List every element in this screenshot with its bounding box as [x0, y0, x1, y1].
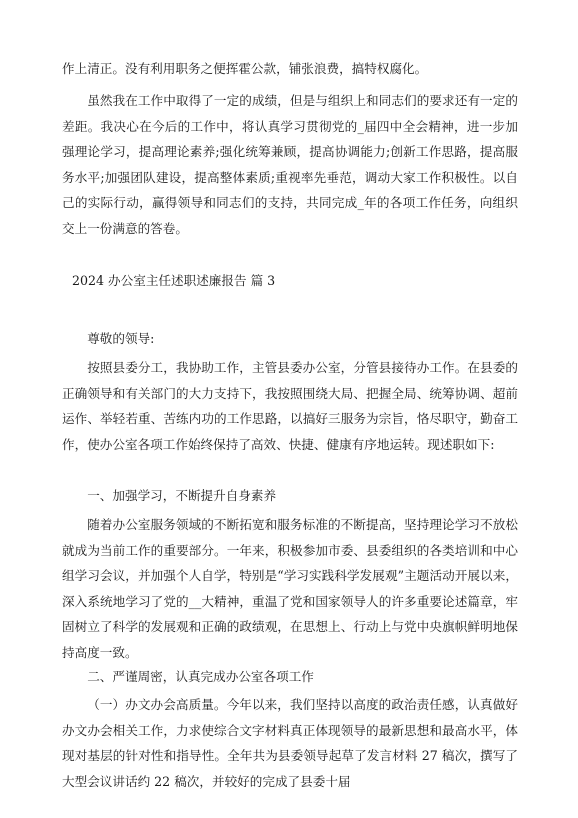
section-1-body: 随着办公室服务领域的不断拓宽和服务标准的不断提高，坚持理论学习不放松就成为当前工作的重要部分。一年来，积极参加市委、县委组织的各类培训和中心组学习会议，并加强个人自学，特别是“学习实践科学发展观”主题活动开展以来，深入系统地学习了党的__大精神，重温了党和国家领导人的许多重要论述篇章，牢固树立了科学的发展观和正确的政绩观，在思想上、行动上与党中央旗帜鲜明地保持高度一致。	[62, 517, 518, 660]
gap-paragraph: 虽然我在工作中取得了一定的成绩，但是与组织上和同志们的要求还有一定的差距。我决心在今后的工作中，将认真学习贯彻党的_届四中全会精神，进一步加强理论学习，提高理论素养;强化统筹兼顾，提高协调能力;创新工作思路，提高服务水平;加强团队建设，提高整体素质;重视率先垂范，调动大家工作积极性。以自己的实际行动，赢得领导和同志们的支持，共同完成_年的各项工作任务，向组织交上一份满意的答卷。	[62, 93, 518, 236]
section-1-heading: 一、加强学习，不断提升自身素养	[87, 488, 277, 503]
salutation: 尊敬的领导:	[87, 331, 155, 346]
continued-paragraph: 作上清正。没有利用职务之便挥霍公款，铺张浪费，搞特权腐化。	[62, 61, 428, 76]
section-2-heading: 二、严谨周密，认真完成办公室各项工作	[87, 669, 314, 684]
section-2-body: （一）办文办会高质量。今年以来，我们坚持以高度的政治责任感，认真做好办文办会相关工作，力求使综合文字材料真正体现领导的最新思想和最高水平，体现对基层的针对性和指导性。全年共为县委领导起草了发言材料 27 稿次，撰写了大型会议讲话约 22 稿次，并较好的完成了县委十届	[62, 697, 518, 789]
report-title: 2024 办公室主任述职述廉报告 篇 3	[72, 273, 276, 288]
intro-paragraph: 按照县委分工，我协助工作，主管县委办公室，分管县接待办工作。在县委的正确领导和有关部门的大力支持下，我按照围绕大局、把握全局、统筹协调、超前运作、举轻若重、苦练内功的工作思路，以搞好三服务为宗旨，恪尽职守，勤奋工作，使办公室各项工作始终保持了高效、快捷、健康有序地运转。现述职如下:	[62, 360, 518, 452]
